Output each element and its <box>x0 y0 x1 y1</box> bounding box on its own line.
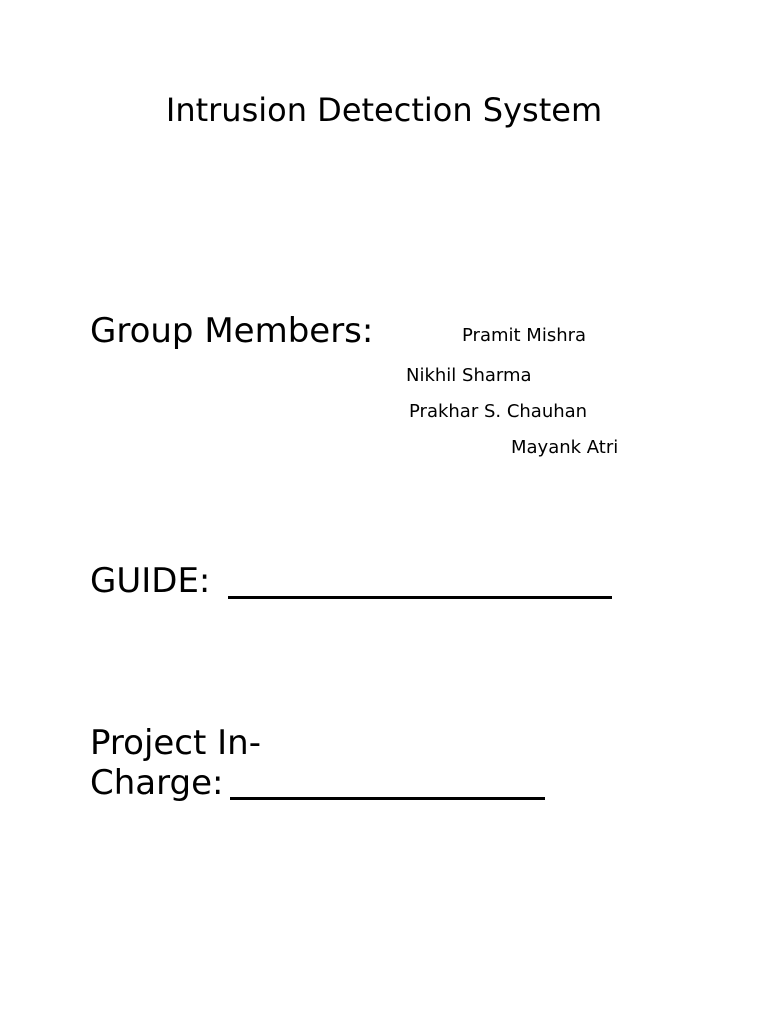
document-title: Intrusion Detection System <box>165 91 603 129</box>
member-name: Prakhar S. Chauhan <box>409 401 588 422</box>
project-in-charge-label-line1: Project In- <box>90 723 261 763</box>
guide-label: GUIDE: <box>90 561 211 601</box>
project-in-charge-label-line2: Charge: <box>90 763 224 803</box>
group-members-label: Group Members: <box>90 311 374 351</box>
project-in-charge-signature-line <box>230 797 545 800</box>
guide-signature-line <box>228 596 612 599</box>
member-name: Pramit Mishra <box>462 325 587 346</box>
member-name: Nikhil Sharma <box>406 365 532 386</box>
member-name: Mayank Atri <box>511 437 619 458</box>
